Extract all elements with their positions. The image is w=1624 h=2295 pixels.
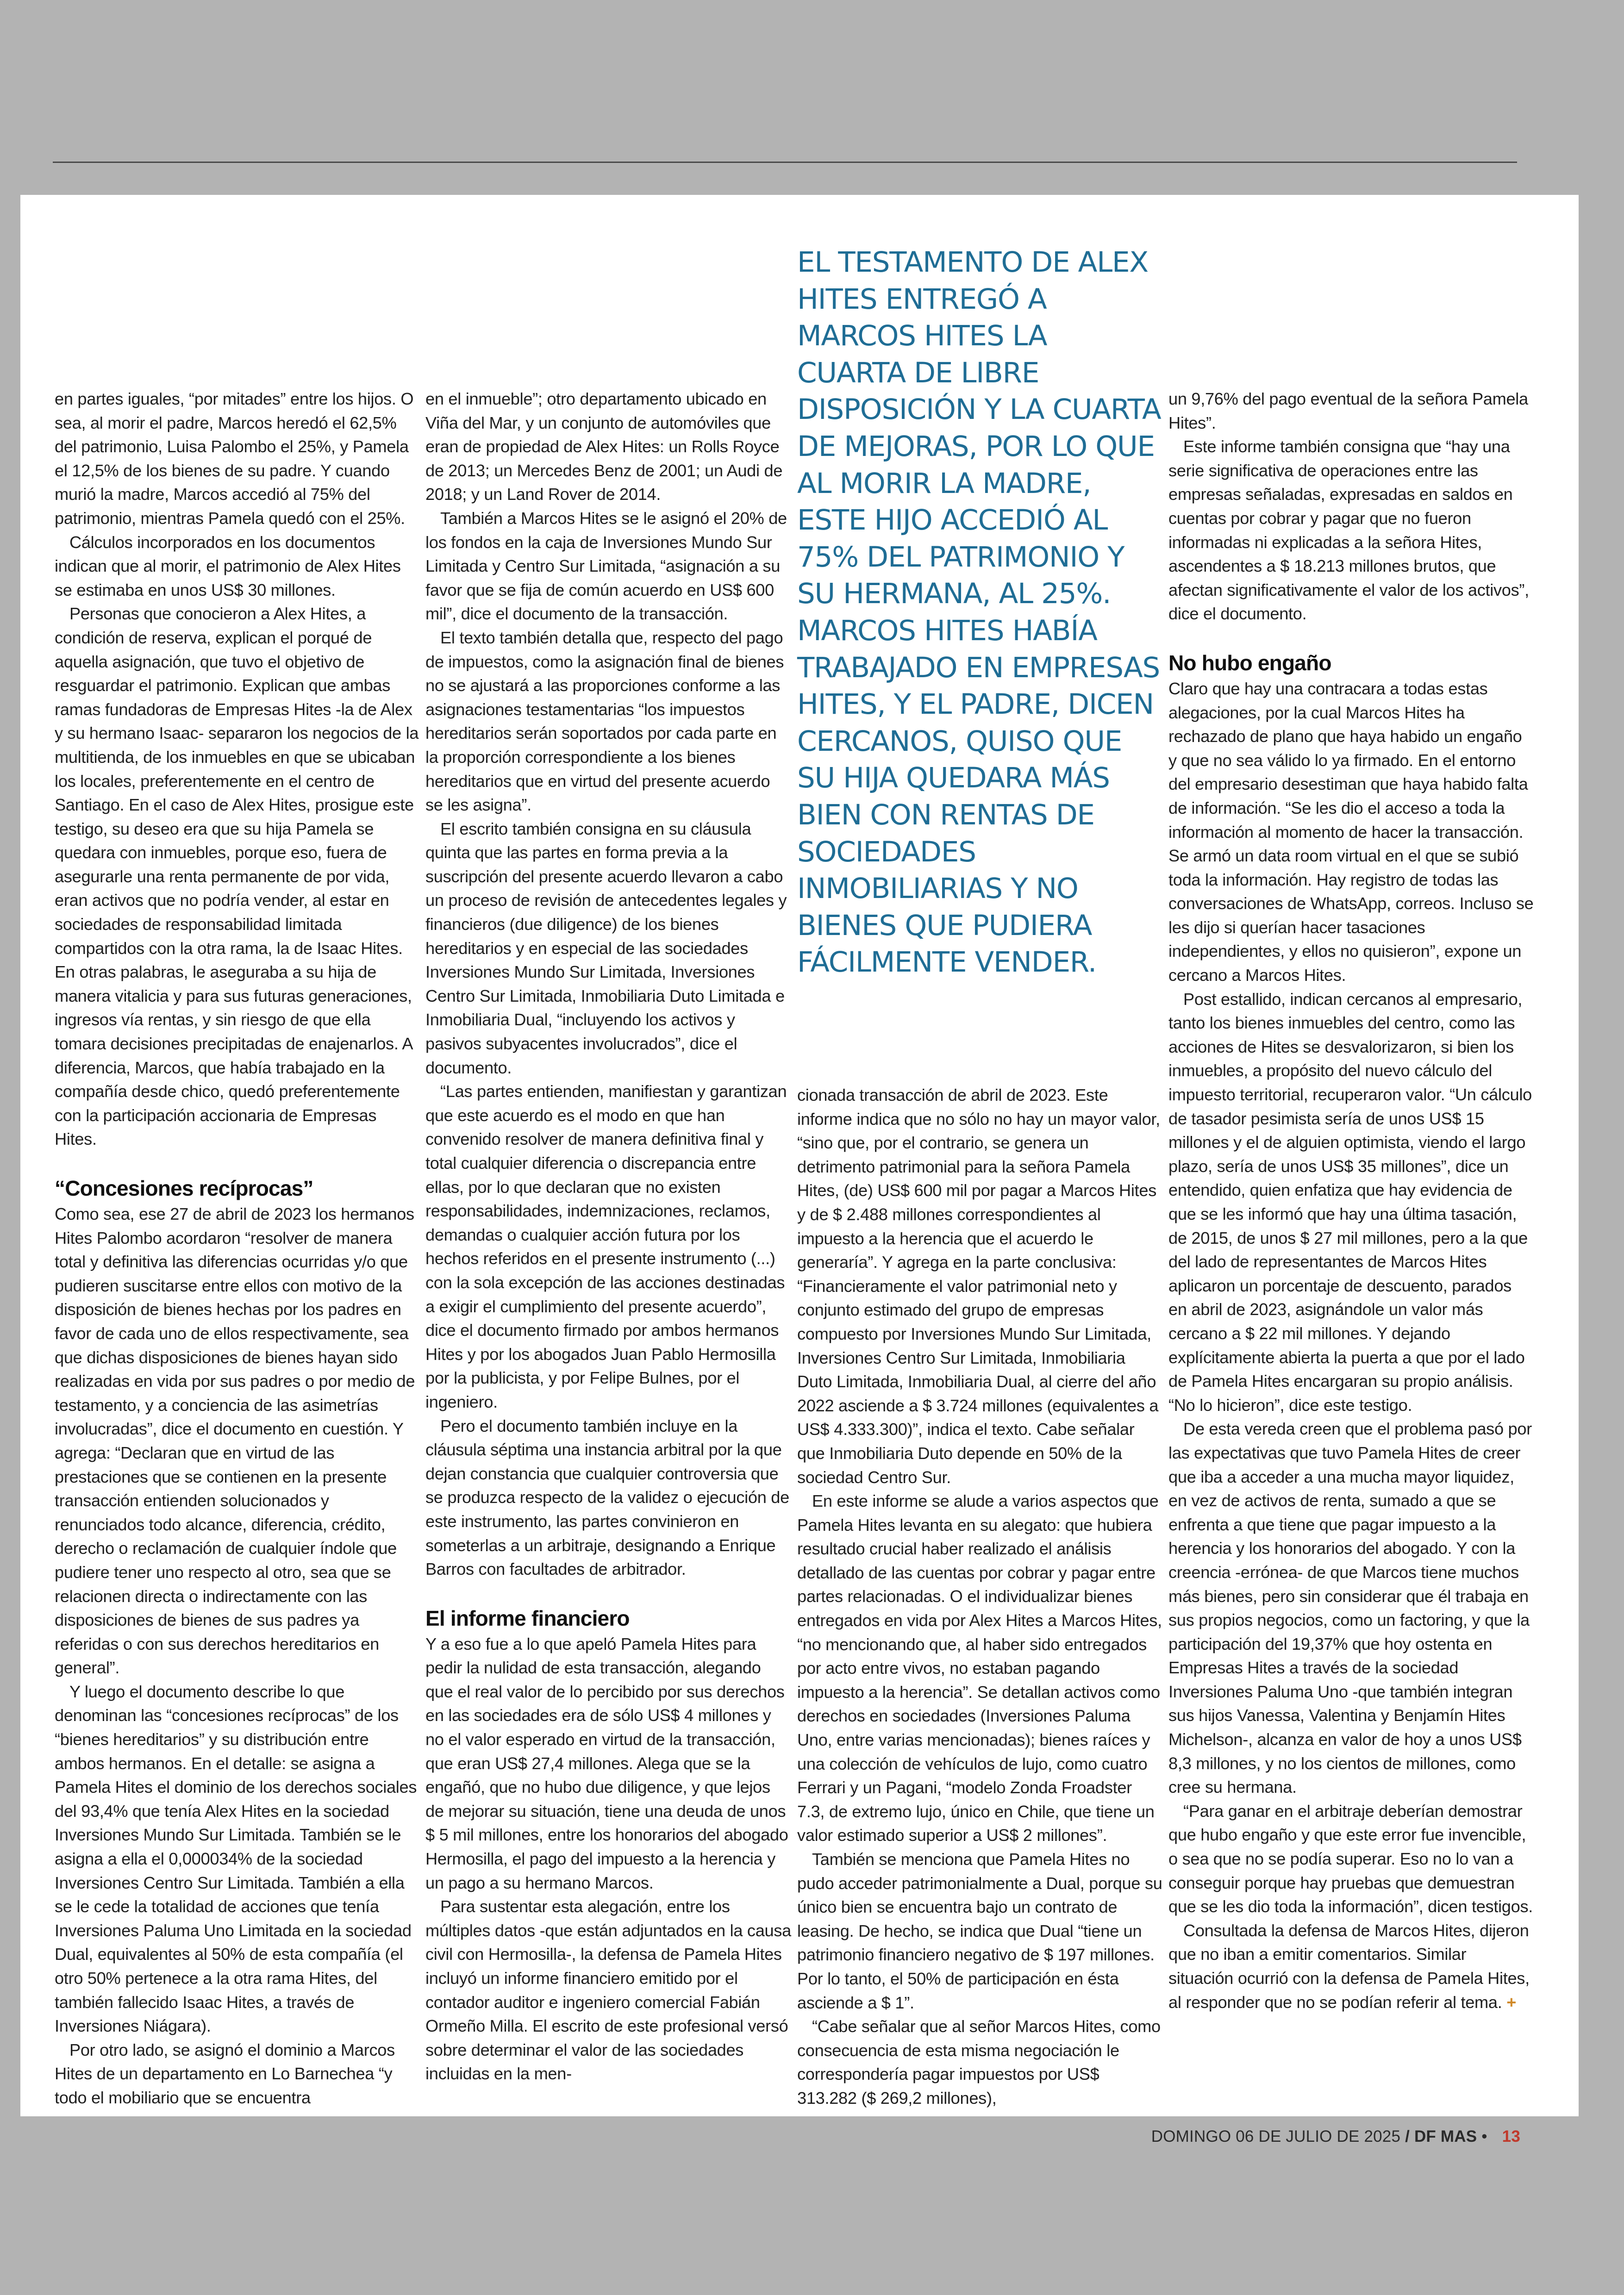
paragraph: Por otro lado, se asignó el dominio a Marcos Hites de un departamento en Lo Barnechea “y todo el mobiliario que se encuentra [55,2040,395,2107]
article-column-3 [797,1083,1163,2110]
paragraph: Este informe también consigna que “hay una serie significativa de operaciones entre las empresas señaladas, expresadas en saldos en cuentas por cobrar y pagar que no fueron informadas ni explicadas a la señora Hites, ascendentes a $ 18.213 millones brutos, que afectan significativamente el valor de los activos”, dice el documento. [1168,437,1529,624]
header-rule [53,162,1517,163]
paragraph: Y luego el documento describe lo que denominan las “concesiones recíprocas” de los “bienes hereditarios” y su distribución entre ambos hermanos. En el detalle: se asigna a Pamela Hites el dominio de los derechos sociales del 93,4% que tenía Alex Hites en la sociedad Inversiones Mundo Sur Limitada. También se le asigna a ella el 0,000034% de la sociedad Inversiones Centro Sur Limitada. También a ella se le cede la totalidad de acciones que tenía Inversiones Paluma Uno Limitada en la sociedad Dual, equivalentes al 50% de esta compañía (el otro 50% pertenece a la otra rama Hites, del también fallecido Isaac Hites, a través de Inversiones Niágara). [55,1682,417,2036]
paragraph: en partes iguales, “por mitades” entre los hijos. O sea, al morir el padre, Marcos heredó el 62,5% del patrimonio, Luisa Palombo el 25%, y Pamela el 12,5% de los bienes de su padre. Y cuando murió la madre, Marcos accedió al 75% del patrimonio, mientras Pamela quedó con el 25%. [55,389,414,528]
paragraph: También a Marcos Hites se le asignó el 20% de los fondos en la caja de Inversiones Mundo Sur Limitada y Centro Sur Limitada, “asignación a su favor que se fija de común acuerdo en US$ 600 mil”, dice el documento de la transacción. [425,508,787,624]
pull-quote: EL TESTAMENTO DE ALEX HITES ENTREGÓ A MARCOS HITES LA CUARTA DE LIBRE DISPOSICIÓN Y LA CUARTA DE MEJORAS, POR LO QUE AL MORIR LA MADRE, ESTE HIJO ACCEDIÓ AL 75% DEL PATRIMONIO Y SU HERMANA, AL 25%. MARCOS HITES HABÍA TRABAJADO EN EMPRESAS HITES, Y EL PADRE, DICEN CERCANOS, QUISO QUE SU HIJA QUEDARA MÁS BIEN CON RENTAS DE SOCIEDADES INMOBILIARIAS Y NO BIENES QUE PUDIERA FÁCILMENTE VENDER. [797,246,1161,979]
section-heading: El informe financiero [425,1606,630,1630]
footer-date: DOMINGO 06 DE JULIO DE 2025 [1151,2127,1401,2145]
paragraph: “Cabe señalar que al señor Marcos Hites, como consecuencia de esta misma negociación le correspondería pagar impuestos por US$ 313.282 ($ 269,2 millones), [797,2017,1161,2108]
paragraph: En este informe se alude a varios aspectos que Pamela Hites levanta en su alegato: que hubiera resultado crucial haber realizado el análisis detallado de las cuentas por cobrar y pagar entre partes relacionadas. O el individualizar bienes entregados en vida por Alex Hites a Marcos Hites, “no mencionando que, al haber sido entregados por acto entre vivos, no estaban pagando impuesto a la herencia”. Se detallan activos como derechos en sociedades (Inversiones Paluma Uno, entre varias mencionadas); bienes raíces y una colección de vehículos de lujo, como cuatro Ferrari y un Pagani, “modelo Zonda Froadster 7.3, de extremo lujo, único en Chile, que tiene un valor estimado superior a US$ 2 millones”. [797,1491,1162,1845]
paragraph: El texto también detalla que, respecto del pago de impuestos, como la asignación final de bienes no se ajustará a las proporciones conforme a las asignaciones testamentarias “los impuestos hereditarios serán soportados por cada parte en la proporción correspondiente a los bienes hereditarios que en virtud del presente acuerdo se les asigna”. [425,628,784,815]
paragraph: De esta vereda creen que el problema pasó por las expectativas que tuvo Pamela Hites de creer que iba a acceder a una mucha mayor liquidez, en vez de activos de renta, sumado a que se enfrenta a que tiene que pagar impuesto a la herencia y los honorarios del abogado. Y con la creencia -errónea- de que Marcos tiene muchos más bienes, pero sin considerar que él trabaja en sus propios negocios, como un factoring, y que la participación del 19,37% que hoy ostenta en Empresas Hites a través de la sociedad Inversiones Paluma Uno -que también integran sus hijos Vanessa, Valentina y Benjamín Hites Michelson-, alcanza en valor de hoy a unos US$ 8,3 millones, y no los cientos de millones, como cree su hermana. [1168,1419,1532,1797]
paragraph-text: Consultada la defensa de Marcos Hites, dijeron que no iban a emitir comentarios. Similar situación ocurrió con la defensa de Pamela Hites, al responder que no se podían referir al tema. [1168,1921,1530,2012]
end-mark: + [1506,1992,1517,2012]
paragraph: Cálculos incorporados en los documentos indican que al morir, el patrimonio de Alex Hites se estimaba en unos US$ 30 millones. [55,532,401,599]
paragraph: Claro que hay una contracara a todas estas alegaciones, por la cual Marcos Hites ha rechazado de plano que haya habido un engaño y que no sea válido lo ya firmado. En el entorno del empresario desestiman que haya habido falta de información. “Se les dio el acceso a toda la información al momento de hacer la transacción. Se armó un data room virtual en el que se subió toda la información. Hay registro de todas las conversaciones de WhatsApp, correos. Incluso se les dijo si querían hacer tasaciones independientes, y ellos no quisieron”, expone un cercano a Marcos Hites. [1168,679,1534,985]
page-number: 13 [1502,2127,1520,2145]
paragraph: un 9,76% del pago eventual de la señora Pamela Hites”. [1168,389,1528,432]
paragraph: Y a eso fue a lo que apeló Pamela Hites para pedir la nulidad de esta transacción, alegando que el real valor de lo percibido por sus derechos en las sociedades era de sólo US$ 4 millones y no el valor esperado en virtud de la transacción, que eran US$ 27,4 millones. Alega que se la engañó, que no hubo due diligence, y que lejos de mejorar su situación, tiene una deuda de unos $ 5 mil millones, entre los honorarios del abogado Hermosilla, el pago del impuesto a la herencia y un pago a su hermano Marcos. [425,1634,788,1892]
paragraph: “Las partes entienden, manifiestan y garantizan que este acuerdo es el modo en que han convenido resolver de manera definitiva final y total cualquier diferencia o discrepancia entre ellas, por lo que declaran que no existen responsabilidades, indemnizaciones, reclamos, demandas o cualquier acción futura por los hechos referidos en el presente instrumento (...) con la sola excepción de las acciones destinadas a exigir el cumplimiento del presente acuerdo”, dice el documento firmado por ambos hermanos Hites y por los abogados Juan Pablo Hermosilla por la publicista, y por Felipe Bulnes, por el ingeniero. [425,1082,787,1411]
paragraph: Como sea, ese 27 de abril de 2023 los hermanos Hites Palombo acordaron “resolver de manera total y definitiva las diferencias ocurridas y/o que pudieren suscitarse entre ellos con motivo de la disposición de bienes hechas por los padres en favor de cada uno de ellos respectivamente, sea que dichas disposiciones de bienes hayan sido realizadas en vida por sus padres o por medio de testamento, y a conciencia de las asimetrías involucradas”, dice el documento en cuestión. Y agrega: “Declaran que en virtud de las prestaciones que se contienen en la presente transacción entienden solucionados y renunciados todo alcance, diferencia, crédito, derecho o reclamación de cualquier índole que pudiere tener uno respecto al otro, sea que se relacionen directa o indirectamente con las disposiciones de bienes de sus padres ya referidas o con sus derechos hereditarios en general”. [55,1204,415,1678]
article-page [20,195,1579,2116]
footer-separator: / [1405,2127,1410,2145]
paragraph: El escrito también consigna en su cláusula quinta que las partes en forma previa a la suscripción del presente acuerdo llevaron a cabo un proceso de revisión de antecedentes legales y financieros (due diligence) de los bienes hereditarios y en especial de las sociedades Inversiones Mundo Sur Limitada, Inversiones Centro Sur Limitada, Inmobiliaria Duto Limitada e Inmobiliaria Dual, “incluyendo los activos y pasivos subyacentes involucrados”, dice el documento. [425,819,787,1077]
paragraph: Para sustentar esta alegación, entre los múltiples datos -que están adjuntados en la causa civil con Hermosilla-, la defensa de Pamela Hites incluyó un informe financiero emitido por el contador auditor e ingeniero comercial Fabián Ormeño Milla. El escrito de este profesional versó sobre determinar el valor de las sociedades incluidas en la men- [425,1897,791,2083]
paragraph: Pero el documento también incluye en la cláusula séptima una instancia arbitral por la que dejan constancia que cualquier controversia que se produzca respecto de la validez o ejecución de este instrumento, las partes convinieron en someterlas a un arbitraje, designando a Enrique Barros con facultades de arbitrador. [425,1416,789,1579]
paragraph: “Para ganar en el arbitraje deberían demostrar que hubo engaño y que este error fue invencible, o sea que no se podía superar. Eso no lo van a conseguir porque hay pruebas que demuestran que se les dio toda la información”, dicen testigos. [1168,1801,1533,1916]
footer-brand: DF MAS [1414,2127,1477,2145]
paragraph: Personas que conocieron a Alex Hites, a condición de reserva, explican el porqué de aquella asignación, que tuvo el objetivo de resguardar el patrimonio. Explican que ambas ramas fundadoras de Empresas Hites -la de Alex y su hermano Isaac- separaron los negocios de la multitienda, de los inmuebles en que se ubicaban los locales, preferentemente en el centro de Santiago. En el caso de Alex Hites, prosigue este testigo, su deseo era que su hija Pamela se quedara con inmuebles, porque eso, fuera de asegurarle una renta permanente de por vida, eran activos que no podría vender, al estar en sociedades de responsabilidad limitada compartidos con la otra rama, la de Isaac Hites. En otras palabras, le aseguraba a su hija de manera vitalicia y para sus futuras generaciones, ingresos vía rentas, y sin riesgo de que ella tomara decisiones precipitadas de enajenarlos. A diferencia, Marcos, que había trabajado en la compañía desde chico, quedó preferentemente con la participación accionaria de Empresas Hites. [55,604,419,1149]
article-column-2 [425,387,791,2086]
page-footer [1151,2127,1520,2146]
section-heading: No hubo engaño [1168,650,1331,675]
paragraph-last [1168,1919,1534,2014]
article-column-4 [1168,387,1534,2014]
paragraph: También se menciona que Pamela Hites no pudo acceder patrimonialmente a Dual, porque su único bien se encuentra bajo un contrato de leasing. De hecho, se indica que Dual “tiene un patrimonio financiero negativo de $ 197 millones. Por lo tanto, el 50% de participación en ésta asciende a $ 1”. [797,1850,1162,2012]
footer-dot: • [1481,2127,1487,2145]
article-column-1 [55,387,420,2110]
section-heading: “Concesiones recíprocas” [55,1176,313,1200]
paragraph: Post estallido, indican cercanos al empresario, tanto los bienes inmuebles del centro, como las acciones de Hites se desvalorizaron, si bien los inmuebles, a propósito del nuevo cálculo del impuesto territorial, recuperaron valor. “Un cálculo de tasador pesimista sería de unos US$ 15 millones y el de alguien optimista, viendo el largo plazo, sería de unos US$ 35 millones”, dice un entendido, quien enfatiza que hay evidencia de que se les informó que hay una última tasación, de 2015, de unos $ 27 mil millones, pero a la que del lado de representantes de Marcos Hites aplicaron un porcentaje de descuento, parados en abril de 2023, asignándole un valor más cercano a $ 22 mil millones. Y dejando explícitamente abierta la puerta a que por el lado de Pamela Hites encargaran su propio análisis. “No lo hicieron”, dice este testigo. [1168,989,1532,1415]
paragraph: en el inmueble”; otro departamento ubicado en Viña del Mar, y un conjunto de automóviles que eran de propiedad de Alex Hites: un Rolls Royce de 2013; un Mercedes Benz de 2001; un Audi de 2018; y un Land Rover de 2014. [425,389,783,504]
paragraph: cionada transacción de abril de 2023. Este informe indica que no sólo no hay un mayor valor, “sino que, por el contrario, se genera un detrimento patrimonial para la señora Pamela Hites, (de) US$ 600 mil por pagar a Marcos Hites y de $ 2.488 millones correspondientes al impuesto a la herencia que el acuerdo le generaría”. Y agrega en la parte conclusiva: “Financieramente el valor patrimonial neto y conjunto estimado del grupo de empresas compuesto por Inversiones Mundo Sur Limitada, Inversiones Centro Sur Limitada, Inmobiliaria Duto Limitada, Inmobiliaria Dual, al cierre del año 2022 asciende a $ 3.724 millones (equivalentes a US$ 4.333.300)”, indica el texto. Cabe señalar que Inmobiliaria Duto depende en 50% de la sociedad Centro Sur. [797,1085,1160,1487]
